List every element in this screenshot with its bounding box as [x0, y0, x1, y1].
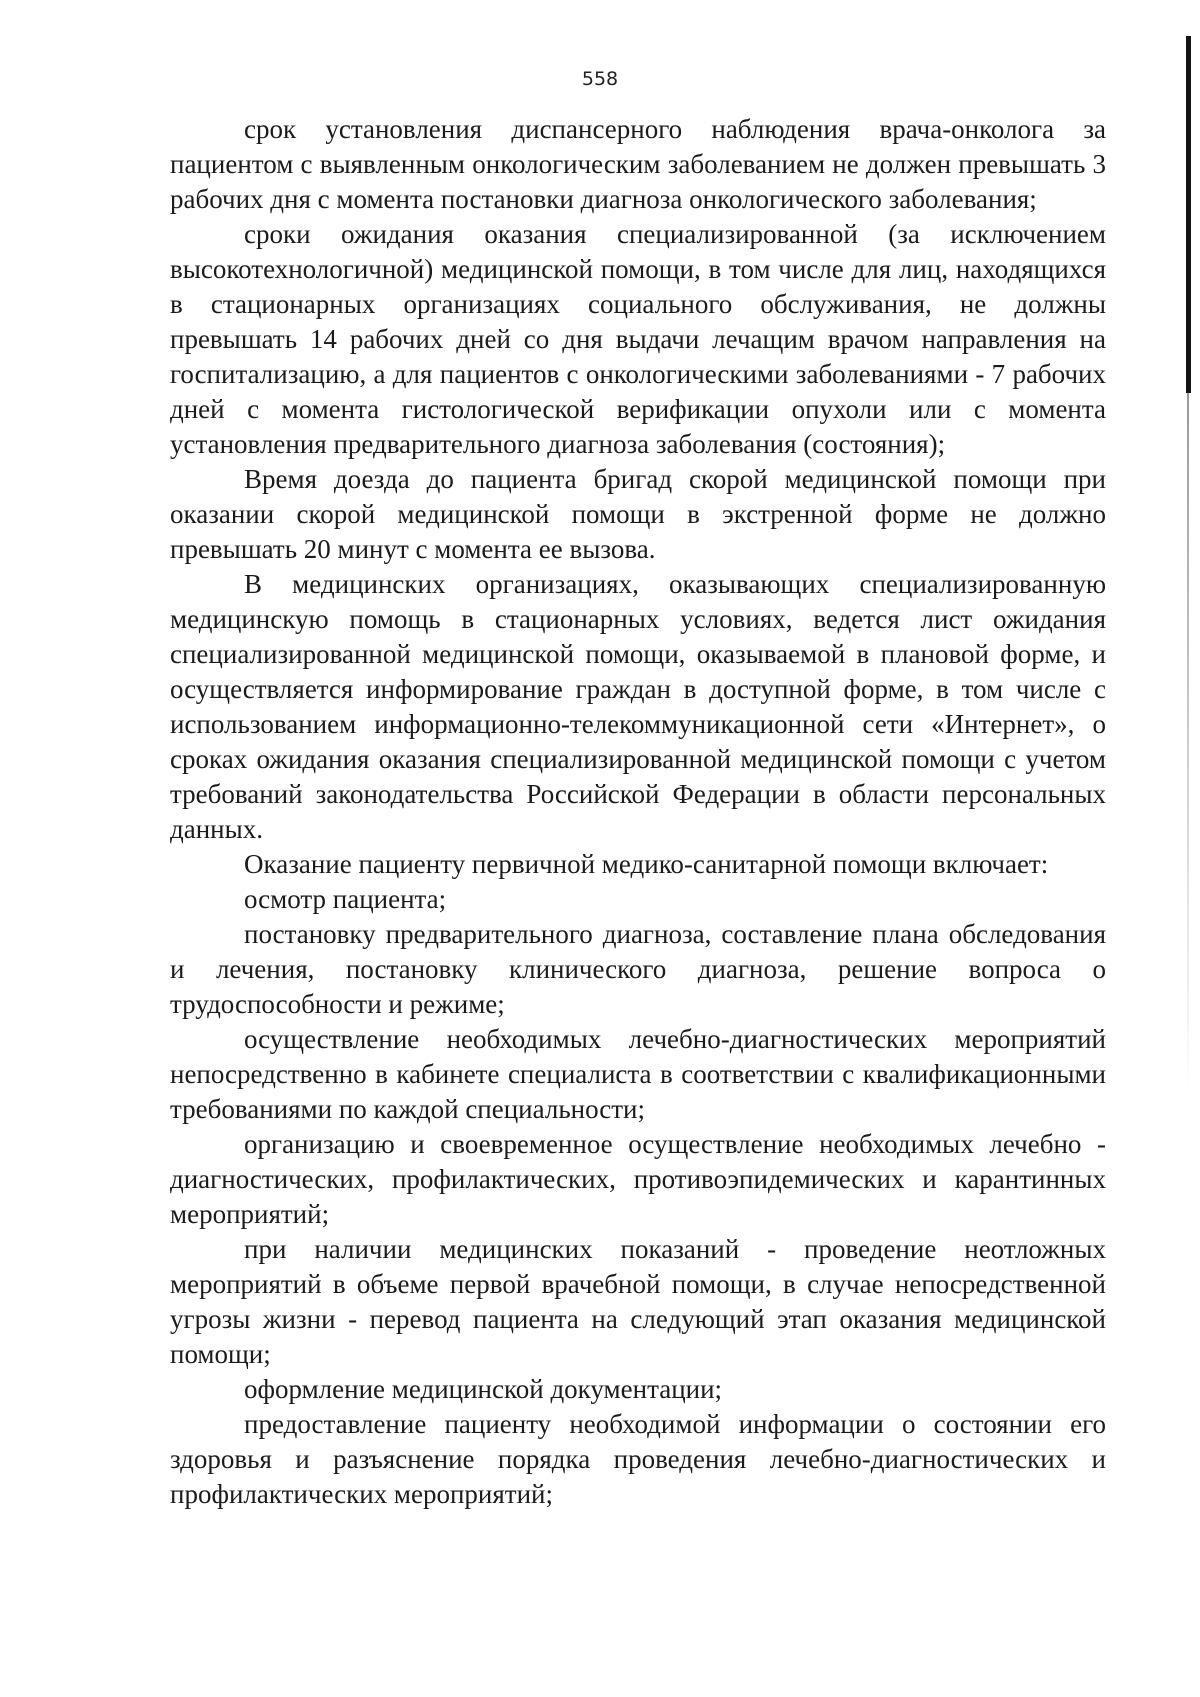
list-item-medical-documentation: оформление медицинской документации;	[244, 1374, 723, 1404]
list-item-diagnosis-and-plan: постановку предварительного диагноза, составление плана обследования и лечения, постановку клинического диагноза, решение вопроса о трудоспособности и режиме;	[170, 919, 1106, 1019]
paragraph-ambulance-arrival-time: Время доезда до пациента бригад скорой медицинской помощи при оказании скорой медицинской помощи в экстренной форме не должно превышать 20 минут с момента ее вызова.	[170, 464, 1106, 564]
paragraph-primary-care-includes: Оказание пациенту первичной медико-санитарной помощи включает:	[244, 849, 1049, 879]
list-item-preventive-measures: организацию и своевременное осуществление необходимых лечебно - диагностических, профилактических, противоэпидемических и карантинных мероприятий;	[170, 1129, 1106, 1229]
paragraph-specialized-care-waiting-term: сроки ожидания оказания специализированной (за исключением высокотехнологичной) медицинской помощи, в том числе для лиц, находящихся в стационарных организациях социального обслуживания, не должны превышать 14 рабочих дней со дня выдачи лечащим врачом направления на госпитализацию, а для пациентов с онкологическими заболеваниями - 7 рабочих дней с момента гистологической верификации опухоли или с момента установления предварительного диагноза заболевания (состояния);	[170, 219, 1106, 459]
scan-edge-shadow	[1187, 393, 1189, 1093]
paragraph-waiting-list-information: В медицинских организациях, оказывающих специализированную медицинскую помощь в стационарных условиях, ведется лист ожидания специализированной медицинской помощи, оказываемой в плановой форме, и осуществляется информирование граждан в доступной форме, в том числе с использованием информационно-телекоммуникационной сети «Интернет», о сроках ожидания оказания специализированной медицинской помощи с учетом требований законодательства Российской Федерации в области персональных данных.	[170, 569, 1106, 844]
list-item-patient-examination: осмотр пациента;	[244, 884, 447, 914]
page-number: 558	[581, 68, 619, 90]
list-item-emergency-measures: при наличии медицинских показаний - проведение неотложных мероприятий в объеме первой врачебной помощи, в случае непосредственной угрозы жизни - перевод пациента на следующий этап оказания медицинской помощи;	[170, 1234, 1106, 1369]
list-item-diagnostic-measures: осуществление необходимых лечебно-диагностических мероприятий непосредственно в кабинете специалиста в соответствии с квалификационными требованиями по каждой специальности;	[170, 1024, 1106, 1124]
list-item-patient-information: предоставление пациенту необходимой информации о состоянии его здоровья и разъяснение порядка проведения лечебно-диагностических и профилактических мероприятий;	[170, 1409, 1106, 1509]
document-body	[170, 112, 1106, 1512]
paragraph-oncology-observation-term: срок установления диспансерного наблюдения врача-онколога за пациентом с выявленным онкологическим заболеванием не должен превышать 3 рабочих дня с момента постановки диагноза онкологического заболевания;	[170, 114, 1106, 214]
